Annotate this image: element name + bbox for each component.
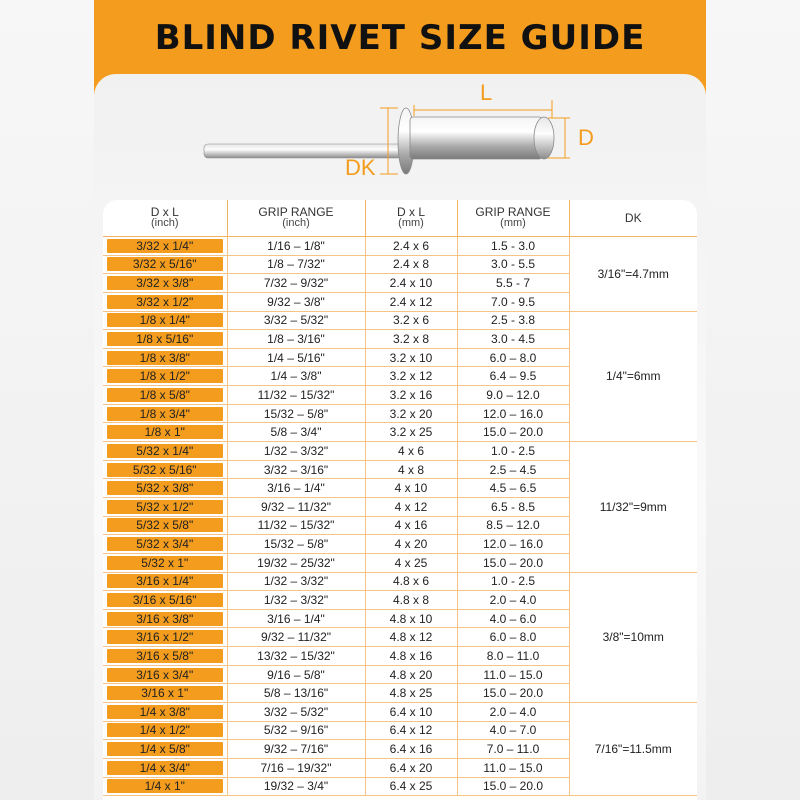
- cell-dxl-mm: 3.2 x 6: [365, 311, 457, 330]
- cell-grip-mm: 1.0 - 2.5: [457, 442, 569, 461]
- cell-grip-mm: 15.0 – 20.0: [457, 777, 569, 796]
- cell-dxl-inch: [103, 460, 227, 479]
- table-header-row: [103, 200, 697, 237]
- cell-dxl-inch: [103, 758, 227, 777]
- table-row: [103, 442, 697, 461]
- cell-dxl-inch: [103, 684, 227, 703]
- cell-grip-inch: 1/8 – 7/32": [227, 255, 365, 274]
- size-badge: 1/8 x 5/8": [107, 388, 223, 402]
- cell-dxl-inch: [103, 292, 227, 311]
- cell-grip-inch: 11/32 – 15/32": [227, 516, 365, 535]
- cell-grip-mm: 3.0 - 5.5: [457, 255, 569, 274]
- size-badge: 3/16 x 3/8": [107, 612, 223, 626]
- cell-dxl-inch: [103, 703, 227, 722]
- cell-dxl-inch: [103, 367, 227, 386]
- cell-grip-inch: 19/32 – 3/4": [227, 777, 365, 796]
- rivet-end: [534, 117, 554, 159]
- cell-grip-mm: 6.0 – 8.0: [457, 348, 569, 367]
- cell-dxl-mm: 4.8 x 25: [365, 684, 457, 703]
- size-badge: 1/8 x 3/4": [107, 407, 223, 421]
- cell-dxl-inch: [103, 647, 227, 666]
- cell-grip-inch: 3/32 – 5/32": [227, 311, 365, 330]
- size-badge: 1/4 x 3/4": [107, 761, 223, 775]
- cell-grip-inch: 13/32 – 15/32": [227, 647, 365, 666]
- cell-dxl-mm: 4 x 16: [365, 516, 457, 535]
- header-grip-mm: GRIP RANGE (mm): [457, 200, 569, 237]
- size-badge: 3/16 x 1/4": [107, 574, 223, 588]
- size-badge: 3/16 x 1": [107, 686, 223, 700]
- cell-grip-inch: 9/16 – 5/8": [227, 665, 365, 684]
- size-badge: 5/32 x 1/2": [107, 500, 223, 514]
- cell-grip-mm: 6.5 - 8.5: [457, 497, 569, 516]
- cell-dxl-mm: 6.4 x 20: [365, 758, 457, 777]
- cell-grip-inch: 1/8 – 3/16": [227, 330, 365, 349]
- cell-dk-group: 1/4"=6mm: [569, 311, 697, 441]
- size-badge: 3/32 x 5/16": [107, 257, 223, 271]
- size-badge: 3/32 x 3/8": [107, 276, 223, 290]
- table-row: [103, 703, 697, 722]
- cell-grip-inch: 5/8 – 3/4": [227, 423, 365, 442]
- cell-grip-mm: 4.0 – 7.0: [457, 721, 569, 740]
- cell-grip-mm: 2.5 - 3.8: [457, 311, 569, 330]
- cell-grip-mm: 4.5 – 6.5: [457, 479, 569, 498]
- cell-dxl-mm: 2.4 x 6: [365, 237, 457, 256]
- cell-grip-mm: 7.0 - 9.5: [457, 292, 569, 311]
- cell-grip-mm: 12.0 – 16.0: [457, 404, 569, 423]
- cell-grip-inch: 7/32 – 9/32": [227, 274, 365, 293]
- cell-dk-group: 3/8"=10mm: [569, 572, 697, 702]
- cell-grip-mm: 5.5 - 7: [457, 274, 569, 293]
- cell-grip-inch: 19/32 – 25/32": [227, 553, 365, 572]
- cell-dxl-inch: [103, 274, 227, 293]
- size-badge: 3/32 x 1/2": [107, 295, 223, 309]
- cell-dxl-inch: [103, 553, 227, 572]
- cell-grip-mm: 8.5 – 12.0: [457, 516, 569, 535]
- size-badge: 5/32 x 3/4": [107, 537, 223, 551]
- cell-dxl-mm: 2.4 x 12: [365, 292, 457, 311]
- cell-dxl-mm: 4.8 x 8: [365, 591, 457, 610]
- header-dxl-mm: D x L (mm): [365, 200, 457, 237]
- size-badge: 3/32 x 1/4": [107, 239, 223, 253]
- cell-dxl-inch: [103, 348, 227, 367]
- size-badge: 1/8 x 3/8": [107, 351, 223, 365]
- cell-grip-inch: 15/32 – 5/8": [227, 535, 365, 554]
- cell-grip-inch: 9/32 – 11/32": [227, 628, 365, 647]
- cell-dxl-mm: 3.2 x 8: [365, 330, 457, 349]
- cell-dxl-inch: [103, 330, 227, 349]
- cell-dxl-mm: 3.2 x 12: [365, 367, 457, 386]
- header-dk: DK: [569, 200, 697, 237]
- cell-grip-inch: 9/32 – 3/8": [227, 292, 365, 311]
- header-grip-inch: GRIP RANGE (inch): [227, 200, 365, 237]
- size-badge: 3/16 x 1/2": [107, 630, 223, 644]
- cell-grip-mm: 11.0 – 15.0: [457, 758, 569, 777]
- cell-grip-mm: 4.0 – 6.0: [457, 609, 569, 628]
- size-badge: 1/8 x 1": [107, 425, 223, 439]
- cell-dxl-mm: 4 x 6: [365, 442, 457, 461]
- cell-dk-group: 11/32"=9mm: [569, 442, 697, 572]
- cell-dxl-inch: [103, 591, 227, 610]
- cell-dxl-mm: 6.4 x 25: [365, 777, 457, 796]
- cell-grip-mm: 7.0 – 11.0: [457, 740, 569, 759]
- size-badge: 5/32 x 5/16": [107, 463, 223, 477]
- size-table: [103, 200, 697, 796]
- label-d: D: [578, 125, 594, 150]
- size-badge: 5/32 x 3/8": [107, 481, 223, 495]
- cell-dxl-mm: 4.8 x 6: [365, 572, 457, 591]
- cell-grip-inch: 1/32 – 3/32": [227, 442, 365, 461]
- cell-grip-mm: 15.0 – 20.0: [457, 553, 569, 572]
- cell-dxl-inch: [103, 479, 227, 498]
- cell-dxl-inch: [103, 740, 227, 759]
- cell-grip-inch: 1/4 – 5/16": [227, 348, 365, 367]
- cell-grip-mm: 6.0 – 8.0: [457, 628, 569, 647]
- cell-grip-inch: 15/32 – 5/8": [227, 404, 365, 423]
- cell-dxl-mm: 4.8 x 10: [365, 609, 457, 628]
- page-title: BLIND RIVET SIZE GUIDE: [154, 18, 646, 58]
- cell-dxl-mm: 3.2 x 25: [365, 423, 457, 442]
- size-badge: 1/4 x 3/8": [107, 705, 223, 719]
- cell-dxl-inch: [103, 721, 227, 740]
- size-badge: 1/4 x 1": [107, 779, 223, 793]
- cell-grip-inch: 1/32 – 3/32": [227, 572, 365, 591]
- cell-grip-inch: 3/32 – 3/16": [227, 460, 365, 479]
- cell-grip-mm: 2.0 – 4.0: [457, 591, 569, 610]
- size-badge: 3/16 x 3/4": [107, 668, 223, 682]
- cell-grip-inch: 3/16 – 1/4": [227, 479, 365, 498]
- cell-dxl-inch: [103, 777, 227, 796]
- cell-grip-mm: 8.0 – 11.0: [457, 647, 569, 666]
- cell-grip-mm: 12.0 – 16.0: [457, 535, 569, 554]
- cell-dxl-inch: [103, 497, 227, 516]
- rivet-diagram: [0, 0, 800, 200]
- cell-dxl-inch: [103, 255, 227, 274]
- cell-dxl-inch: [103, 535, 227, 554]
- rivet-body: [410, 117, 542, 159]
- size-badge: 1/8 x 5/16": [107, 332, 223, 346]
- cell-dxl-inch: [103, 237, 227, 256]
- cell-dxl-mm: 4 x 12: [365, 497, 457, 516]
- size-table-panel: [103, 200, 697, 800]
- cell-dxl-mm: 3.2 x 16: [365, 386, 457, 405]
- cell-grip-inch: 9/32 – 11/32": [227, 497, 365, 516]
- cell-grip-inch: 1/16 – 1/8": [227, 237, 365, 256]
- cell-dxl-inch: [103, 609, 227, 628]
- size-badge: 3/16 x 5/8": [107, 649, 223, 663]
- label-l: L: [480, 80, 493, 105]
- cell-dxl-mm: 4 x 25: [365, 553, 457, 572]
- cell-dxl-inch: [103, 404, 227, 423]
- size-badge: 1/4 x 1/2": [107, 723, 223, 737]
- cell-grip-mm: 2.5 – 4.5: [457, 460, 569, 479]
- cell-grip-inch: 11/32 – 15/32": [227, 386, 365, 405]
- cell-grip-mm: 11.0 – 15.0: [457, 665, 569, 684]
- table-row: [103, 572, 697, 591]
- size-badge: 5/32 x 1/4": [107, 444, 223, 458]
- cell-dxl-inch: [103, 572, 227, 591]
- cell-grip-mm: 1.0 - 2.5: [457, 572, 569, 591]
- size-badge: 1/4 x 5/8": [107, 742, 223, 756]
- cell-dxl-inch: [103, 386, 227, 405]
- cell-dxl-mm: 3.2 x 20: [365, 404, 457, 423]
- cell-grip-mm: 6.4 – 9.5: [457, 367, 569, 386]
- cell-grip-inch: 3/32 – 5/32": [227, 703, 365, 722]
- cell-grip-inch: 5/8 – 13/16": [227, 684, 365, 703]
- cell-grip-mm: 1.5 - 3.0: [457, 237, 569, 256]
- header-dxl-inch: D x L (inch): [103, 200, 227, 237]
- size-badge: 3/16 x 5/16": [107, 593, 223, 607]
- size-badge: 5/32 x 1": [107, 556, 223, 570]
- size-badge: 1/8 x 1/2": [107, 369, 223, 383]
- cell-grip-mm: 15.0 – 20.0: [457, 423, 569, 442]
- cell-dxl-inch: [103, 628, 227, 647]
- cell-dxl-mm: 4 x 10: [365, 479, 457, 498]
- cell-grip-inch: 1/32 – 3/32": [227, 591, 365, 610]
- cell-dxl-inch: [103, 311, 227, 330]
- cell-grip-inch: 5/32 – 9/16": [227, 721, 365, 740]
- cell-dxl-mm: 2.4 x 8: [365, 255, 457, 274]
- size-badge: 1/8 x 1/4": [107, 313, 223, 327]
- cell-dxl-mm: 4.8 x 20: [365, 665, 457, 684]
- cell-grip-mm: 9.0 – 12.0: [457, 386, 569, 405]
- cell-dxl-mm: 2.4 x 10: [365, 274, 457, 293]
- cell-dxl-inch: [103, 423, 227, 442]
- label-dk: DK: [345, 155, 376, 180]
- cell-dxl-mm: 6.4 x 16: [365, 740, 457, 759]
- cell-dk-group: 7/16"=11.5mm: [569, 703, 697, 796]
- cell-dxl-mm: 6.4 x 10: [365, 703, 457, 722]
- cell-dxl-mm: 4.8 x 16: [365, 647, 457, 666]
- cell-dxl-mm: 6.4 x 12: [365, 721, 457, 740]
- cell-dxl-mm: 3.2 x 10: [365, 348, 457, 367]
- table-body: [103, 237, 697, 796]
- cell-dxl-inch: [103, 442, 227, 461]
- cell-dxl-mm: 4 x 8: [365, 460, 457, 479]
- table-row: [103, 237, 697, 256]
- cell-grip-inch: 1/4 – 3/8": [227, 367, 365, 386]
- cell-grip-inch: 3/16 – 1/4": [227, 609, 365, 628]
- cell-grip-mm: 15.0 – 20.0: [457, 684, 569, 703]
- cell-dxl-inch: [103, 665, 227, 684]
- cell-grip-inch: 7/16 – 19/32": [227, 758, 365, 777]
- cell-dxl-inch: [103, 516, 227, 535]
- size-badge: 5/32 x 5/8": [107, 518, 223, 532]
- cell-grip-mm: 2.0 – 4.0: [457, 703, 569, 722]
- cell-dxl-mm: 4.8 x 12: [365, 628, 457, 647]
- cell-dxl-mm: 4 x 20: [365, 535, 457, 554]
- cell-dk-group: 3/16"=4.7mm: [569, 237, 697, 312]
- table-row: [103, 311, 697, 330]
- cell-grip-inch: 9/32 – 7/16": [227, 740, 365, 759]
- cell-grip-mm: 3.0 - 4.5: [457, 330, 569, 349]
